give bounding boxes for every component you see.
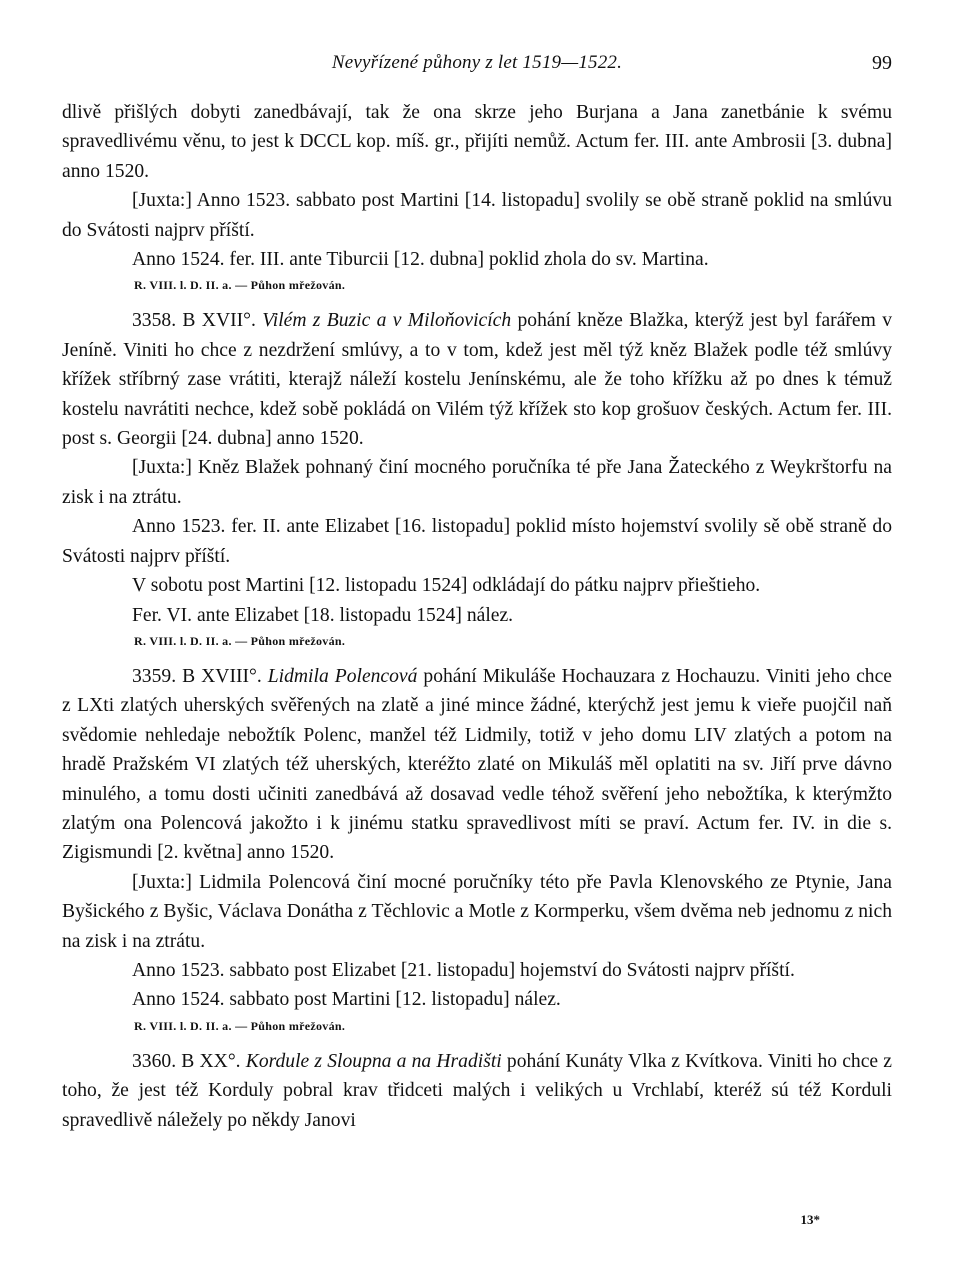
entry-3359 <box>62 662 892 868</box>
entry-text: pohání Mikuláše Hochauzara z Hochauzu. Viniti jeho chce z LXti zlatých uherských svěřených na zlatě a jiné mince žádné, kterýchž jest jemu k vieře puojčil naň svědomie nehledaje nebožtík Polenc, manžel též Lidmily, totiž v jeho domu LIV zlatých a potom na hradě Pražském VI zlatých též uherských, kteréžto zlaté on Mikuláš měl oplatiti na sv. Jiří prve dávno minulého, a tomu dosti učiniti zanedbává až dosavad vedle téhož svěření jeho nebožtíka, k kterýmžto zlatým ona Polencová jakožto i k jinému statku spravedlivost míti se praví. Actum fer. IV. in die s. Zigismundi [2. května] anno 1520. <box>62 665 893 864</box>
paragraph-juxta-3358: [Juxta:] Kněz Blažek pohnaný činí mocného poručníka té pře Jana Žateckého z Weykrštorfu na zisk i na ztrátu. <box>62 457 892 508</box>
entry-parties: Kordule z Sloupna a na Hradišti <box>245 1050 502 1072</box>
running-title: Nevyřízené půhony z let 1519—1522. <box>331 52 623 73</box>
entry-parties: Lidmila Polencová <box>267 665 418 687</box>
entry-number: 3358. B XVII°. <box>132 310 256 332</box>
entry-parties: Vilém z Buzic a v Miloňovicích <box>262 310 512 332</box>
paragraph-juxta-3357: [Juxta:] Anno 1523. sabbato post Martini [14. listopadu] svolily se obě straně poklid na smlúvu do Svátosti najprv příští. <box>62 190 892 241</box>
page-number: 99 <box>872 52 892 74</box>
page-header <box>62 52 892 80</box>
page-body <box>62 98 892 1135</box>
paragraph-anno-1524-3359: Anno 1524. sabbato post Martini [12. listopadu] nález. <box>132 989 561 1011</box>
paragraph-anno-1523-3358: Anno 1523. fer. II. ante Elizabet [16. listopadu] poklid místo hojemství svolily sě obě straně do Svátosti najprv příští. <box>62 516 892 567</box>
paragraph-anno-1523-3359: Anno 1523. sabbato post Elizabet [21. listopadu] hojemství do Svátosti najprv příští. <box>132 959 795 981</box>
source-note: R. VIII. l. D. II. a. — Půhon mřežován. <box>134 1018 346 1033</box>
entry-number: 3360. B XX°. <box>132 1050 241 1072</box>
entry-3358 <box>62 306 892 453</box>
entry-text: pohání Kunáty Vlka z Kvítkova. Viniti ho chce z toho, že jest též Korduly pobral krav třidceti malých i velikých u Vrchlabí, kteréž sú též Korduli spravedlivě náležely po někdy Janovi <box>62 1050 892 1131</box>
paragraph-nalez-3358: Fer. VI. ante Elizabet [18. listopadu 1524] nález. <box>132 604 514 626</box>
source-note: R. VIII. l. D. II. a. — Půhon mřežován. <box>134 278 346 293</box>
signature-mark: 13* <box>800 1212 820 1227</box>
paragraph-anno-1524-3357: Anno 1524. fer. III. ante Tiburcii [12. dubna] poklid zhola do sv. Martina. <box>132 249 709 271</box>
paragraph-sobotu-3358: V sobotu post Martini [12. listopadu 1524] odkládají do pátku najprv přieštieho. <box>132 575 761 597</box>
paragraph-continuation: dlivě přišlých dobyti zanedbávají, tak že ona skrze jeho Burjana a Jana zanetbánie k svému spravedlivému věnu, to jest k DCCL kop. míš. gr., přijíti nemůž. Actum fer. III. ante Ambrosii [3. dubna] anno 1520. <box>62 102 892 182</box>
entry-text: pohání kněze Blažka, kterýž jest byl farářem v Jeníně. Viniti ho chce z nezdržení smlúvy, a to v tom, kdež jest měl týž kněz Blažek podle též smlúvy křížek stříbrný zase vrátiti, kterajž náleží kostelu Jenínskému, ale že toho křížku až po dnes k témuž kostelu navrátiti nechce, kdež sobě pokládá on Vilém týž křížek sto kop grošuov českých. Actum fer. III. post s. Georgii [24. dubna] anno 1520. <box>62 310 892 450</box>
entry-3360 <box>62 1047 892 1135</box>
book-page <box>62 0 892 1280</box>
paragraph-juxta-3359: [Juxta:] Lidmila Polencová činí mocné poručníky této pře Pavla Klenovského ze Ptynie, Jana Byšického z Byšic, Václava Donátha z Těchlovic a Motle z Kormperku, všem dvěma neb jednomu z nich na zisk i na ztrátu. <box>62 871 892 952</box>
source-note: R. VIII. l. D. II. a. — Půhon mřežován. <box>134 633 346 648</box>
entry-number: 3359. B XVIII°. <box>132 665 262 687</box>
